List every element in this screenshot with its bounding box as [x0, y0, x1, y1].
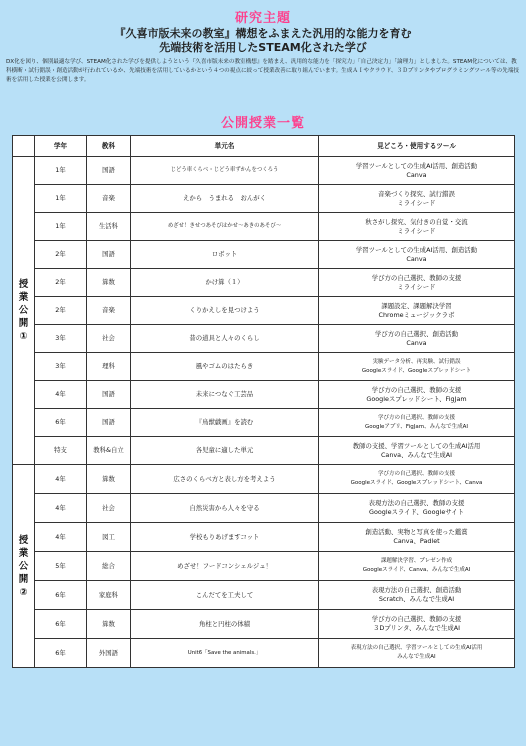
- header-grade: 学年: [35, 136, 87, 157]
- tools-cell: [319, 185, 515, 213]
- table-row: [13, 241, 515, 269]
- tools-line-1: 学び方の自己選択、教師の支援: [377, 414, 455, 421]
- table-row: [13, 381, 515, 409]
- tools-line-1: 創造活動、実物と写真を使った鑑賞: [365, 528, 468, 536]
- tools-line-1: 学習ツールとしての生成AI活用、創造活動: [355, 161, 478, 170]
- tools-cell: [319, 409, 515, 437]
- table-row: [13, 325, 515, 353]
- grade-cell: 2年: [35, 297, 87, 325]
- table-row: [13, 297, 515, 325]
- unit-cell: めざせ！きせつあそびはかせ〜あきのあそび〜: [131, 213, 319, 241]
- subject-cell: 算数: [87, 465, 131, 494]
- tools-line-2: Googleスライド、Googleスプレッドシート: [361, 367, 472, 374]
- grade-cell: 1年: [35, 157, 87, 185]
- grade-cell: 6年: [35, 581, 87, 610]
- table-row: [13, 552, 515, 581]
- tools-line-2: Googleスライド、Googleスプレッドシート、Canva: [350, 480, 483, 486]
- subject-cell: 国語: [87, 381, 131, 409]
- grade-cell: 1年: [35, 185, 87, 213]
- grade-cell: 6年: [35, 610, 87, 639]
- unit-cell: かけ算（１）: [131, 269, 319, 297]
- tools-cell: [319, 581, 515, 610]
- table-row: [13, 185, 515, 213]
- theme-line-1: 『久喜市版未来の教室』構想をふまえた汎用的な能力を育む: [114, 27, 412, 40]
- tools-line-2: Chromeミュージックラボ: [378, 310, 455, 319]
- tools-line-2: Googleスライド、Canva、みんなで生成AI: [362, 567, 471, 573]
- section-title: 公開授業一覧: [220, 116, 305, 131]
- unit-cell: 学校もりあげますコット: [131, 523, 319, 552]
- table-row: [13, 409, 515, 437]
- tools-cell: [319, 639, 515, 668]
- table-row: [13, 437, 515, 465]
- tools-line-1: 学び方の自己選択、創造活動: [374, 329, 459, 338]
- tools-line-2: Canva、みんなで生成AI: [380, 450, 453, 459]
- grade-cell: 5年: [35, 552, 87, 581]
- open-lessons-table: [12, 135, 515, 668]
- tools-line-2: Canva: [406, 170, 427, 179]
- unit-cell: めざせ！フードコンシェルジュ！: [131, 552, 319, 581]
- subject-cell: 国語: [87, 241, 131, 269]
- subject-cell: 算数: [87, 269, 131, 297]
- tools-cell: [319, 523, 515, 552]
- tools-line-1: 音楽づくり探究、試行錯誤: [378, 189, 455, 198]
- tools-line-2: Canva: [406, 338, 427, 347]
- tools-cell: [319, 213, 515, 241]
- tools-line-1: 表現方法の自己選択、学習ツールとしての生成AI活用: [350, 645, 483, 651]
- grade-cell: 6年: [35, 639, 87, 668]
- grade-cell: 3年: [35, 353, 87, 381]
- tools-line-1: 課題設定、課題解決学習: [381, 301, 452, 310]
- tools-line-2: Googleアプリ、FigJam、みんなで生成AI: [365, 423, 468, 430]
- tools-line-2: Googleスライド、Googleサイト: [369, 508, 464, 516]
- unit-cell: えから うまれる おんがく: [131, 185, 319, 213]
- tools-line-2: ミライシード: [397, 198, 436, 207]
- table-row: [13, 157, 515, 185]
- tools-line-2: Scratch、みんなで生成AI: [378, 595, 455, 603]
- table-row: [13, 581, 515, 610]
- group-2-label-cell: [13, 465, 35, 668]
- tools-line-1: 教師の支援、学習ツールとしての生成AI活用: [352, 441, 481, 450]
- tools-line-2: Canva: [406, 254, 427, 263]
- tools-cell: [319, 325, 515, 353]
- tools-cell: [319, 610, 515, 639]
- grade-cell: 4年: [35, 523, 87, 552]
- subject-cell: 音楽: [87, 185, 131, 213]
- grade-cell: 4年: [35, 494, 87, 523]
- tools-line-2: ミライシード: [397, 226, 436, 235]
- intro-paragraph: DX化を図り、個別最適な学び、STEAM化された学びを提供しようという『久喜市版未来の教室構想』を踏まえ、汎用的な能力を「探究力」「自己決定力」「論理力」としました。STEAM化については、教科横断・試行錯誤・創造活動が行われているか、先端技術を活用しているかという４つの視点に絞って授業改善に取り組んでいます。生成ＡＩやクラウド、３Ｄプリンタやプログラミングツール等の先端技術を活用した授業を公開します。: [6, 59, 520, 83]
- grade-cell: 3年: [35, 325, 87, 353]
- tools-cell: [319, 494, 515, 523]
- tools-line-1: 表現方法の自己選択、創造活動: [371, 586, 462, 594]
- subject-cell: 国語: [87, 409, 131, 437]
- unit-cell: 未来につなぐ工芸品: [131, 381, 319, 409]
- tools-cell: [319, 269, 515, 297]
- theme-line-2: 先端技術を活用したSTEAM化された学び: [159, 41, 367, 54]
- header-tools: 見どころ・使用するツール: [319, 136, 515, 157]
- grade-cell: 6年: [35, 409, 87, 437]
- group-2-label-cell-label: 授業公開②: [18, 534, 29, 598]
- unit-cell: Unit6「Save the animals.」: [131, 639, 319, 668]
- tools-cell: [319, 157, 515, 185]
- tools-line-1: 学習ツールとしての生成AI活用、創造活動: [355, 245, 478, 254]
- header-group: [13, 136, 35, 157]
- unit-cell: 自然災害から人々を守る: [131, 494, 319, 523]
- unit-cell: 角柱と円柱の体積: [131, 610, 319, 639]
- subject-cell: 社会: [87, 325, 131, 353]
- tools-line-1: 表現方法の自己選択、教師の支援: [368, 499, 465, 507]
- tools-line-1: 秋さがし探究、気付きの自覚・交流: [365, 217, 468, 226]
- table-row: [13, 494, 515, 523]
- unit-cell: ロボット: [131, 241, 319, 269]
- table-body: [13, 157, 515, 668]
- tools-cell: [319, 241, 515, 269]
- grade-cell: 2年: [35, 269, 87, 297]
- subject-cell: 外国語: [87, 639, 131, 668]
- unit-cell: 『鳥獣戯画』を読む: [131, 409, 319, 437]
- table-row: [13, 523, 515, 552]
- unit-cell: 各児童に適した単元: [131, 437, 319, 465]
- subject-cell: 音楽: [87, 297, 131, 325]
- tools-line-1: 課題解決学習、プレゼン作成: [380, 558, 453, 564]
- subject-cell: 図工: [87, 523, 131, 552]
- tools-cell: [319, 353, 515, 381]
- tools-cell: [319, 437, 515, 465]
- subject-cell: 総合: [87, 552, 131, 581]
- research-theme: [0, 27, 526, 55]
- subject-cell: 生活科: [87, 213, 131, 241]
- table-row: [13, 353, 515, 381]
- tools-line-1: 学び方の自己選択、教師の支援: [371, 273, 462, 282]
- table-row: [13, 610, 515, 639]
- table-row: [13, 465, 515, 494]
- tools-line-2: みんなで生成AI: [397, 654, 436, 660]
- subject-cell: 家庭科: [87, 581, 131, 610]
- grade-cell: 4年: [35, 381, 87, 409]
- table-row: [13, 213, 515, 241]
- subject-cell: 社会: [87, 494, 131, 523]
- unit-cell: じどう車くらべ・じどう車ずかんをつくろう: [131, 157, 319, 185]
- unit-cell: こんだてを工夫して: [131, 581, 319, 610]
- subject-cell: 教科&自立: [87, 437, 131, 465]
- tools-line-2: ３Dプリンタ、みんなで生成AI: [373, 624, 460, 632]
- header-subject: 教科: [87, 136, 131, 157]
- grade-cell: 2年: [35, 241, 87, 269]
- tools-line-1: 学び方の自己選択、教師の支援: [371, 385, 462, 394]
- table-row: [13, 269, 515, 297]
- group-1-label-cell: [13, 157, 35, 465]
- subject-cell: 国語: [87, 157, 131, 185]
- subject-cell: 算数: [87, 610, 131, 639]
- grade-cell: 1年: [35, 213, 87, 241]
- subject-cell: 理科: [87, 353, 131, 381]
- tools-cell: [319, 465, 515, 494]
- header-unit: 単元名: [131, 136, 319, 157]
- tools-line-2: ミライシード: [397, 282, 436, 291]
- unit-cell: 昔の道具と人々のくらし: [131, 325, 319, 353]
- table-row: [13, 639, 515, 668]
- tools-cell: [319, 381, 515, 409]
- unit-cell: くりかえしを見つけよう: [131, 297, 319, 325]
- grade-cell: 特支: [35, 437, 87, 465]
- grade-cell: 4年: [35, 465, 87, 494]
- tools-line-2: Googleスプレッドシート、FigJam: [366, 394, 467, 403]
- tools-line-1: 学び方の自己選択、教師の支援: [377, 471, 455, 477]
- tools-line-2: Canva、Padlet: [393, 537, 440, 545]
- tools-line-1: 学び方の自己選択、教師の支援: [371, 615, 462, 623]
- tools-cell: [319, 297, 515, 325]
- table-header-row: [13, 136, 515, 157]
- tools-cell: [319, 552, 515, 581]
- unit-cell: 広さのくらべ方と表し方を考えよう: [131, 465, 319, 494]
- research-title: 研究主題: [234, 11, 291, 26]
- tools-line-1: 実験データ分析、再実験、試行錯誤: [372, 358, 461, 365]
- unit-cell: 風やゴムのはたらき: [131, 353, 319, 381]
- group-1-label-cell-label: 授業公開①: [18, 279, 29, 342]
